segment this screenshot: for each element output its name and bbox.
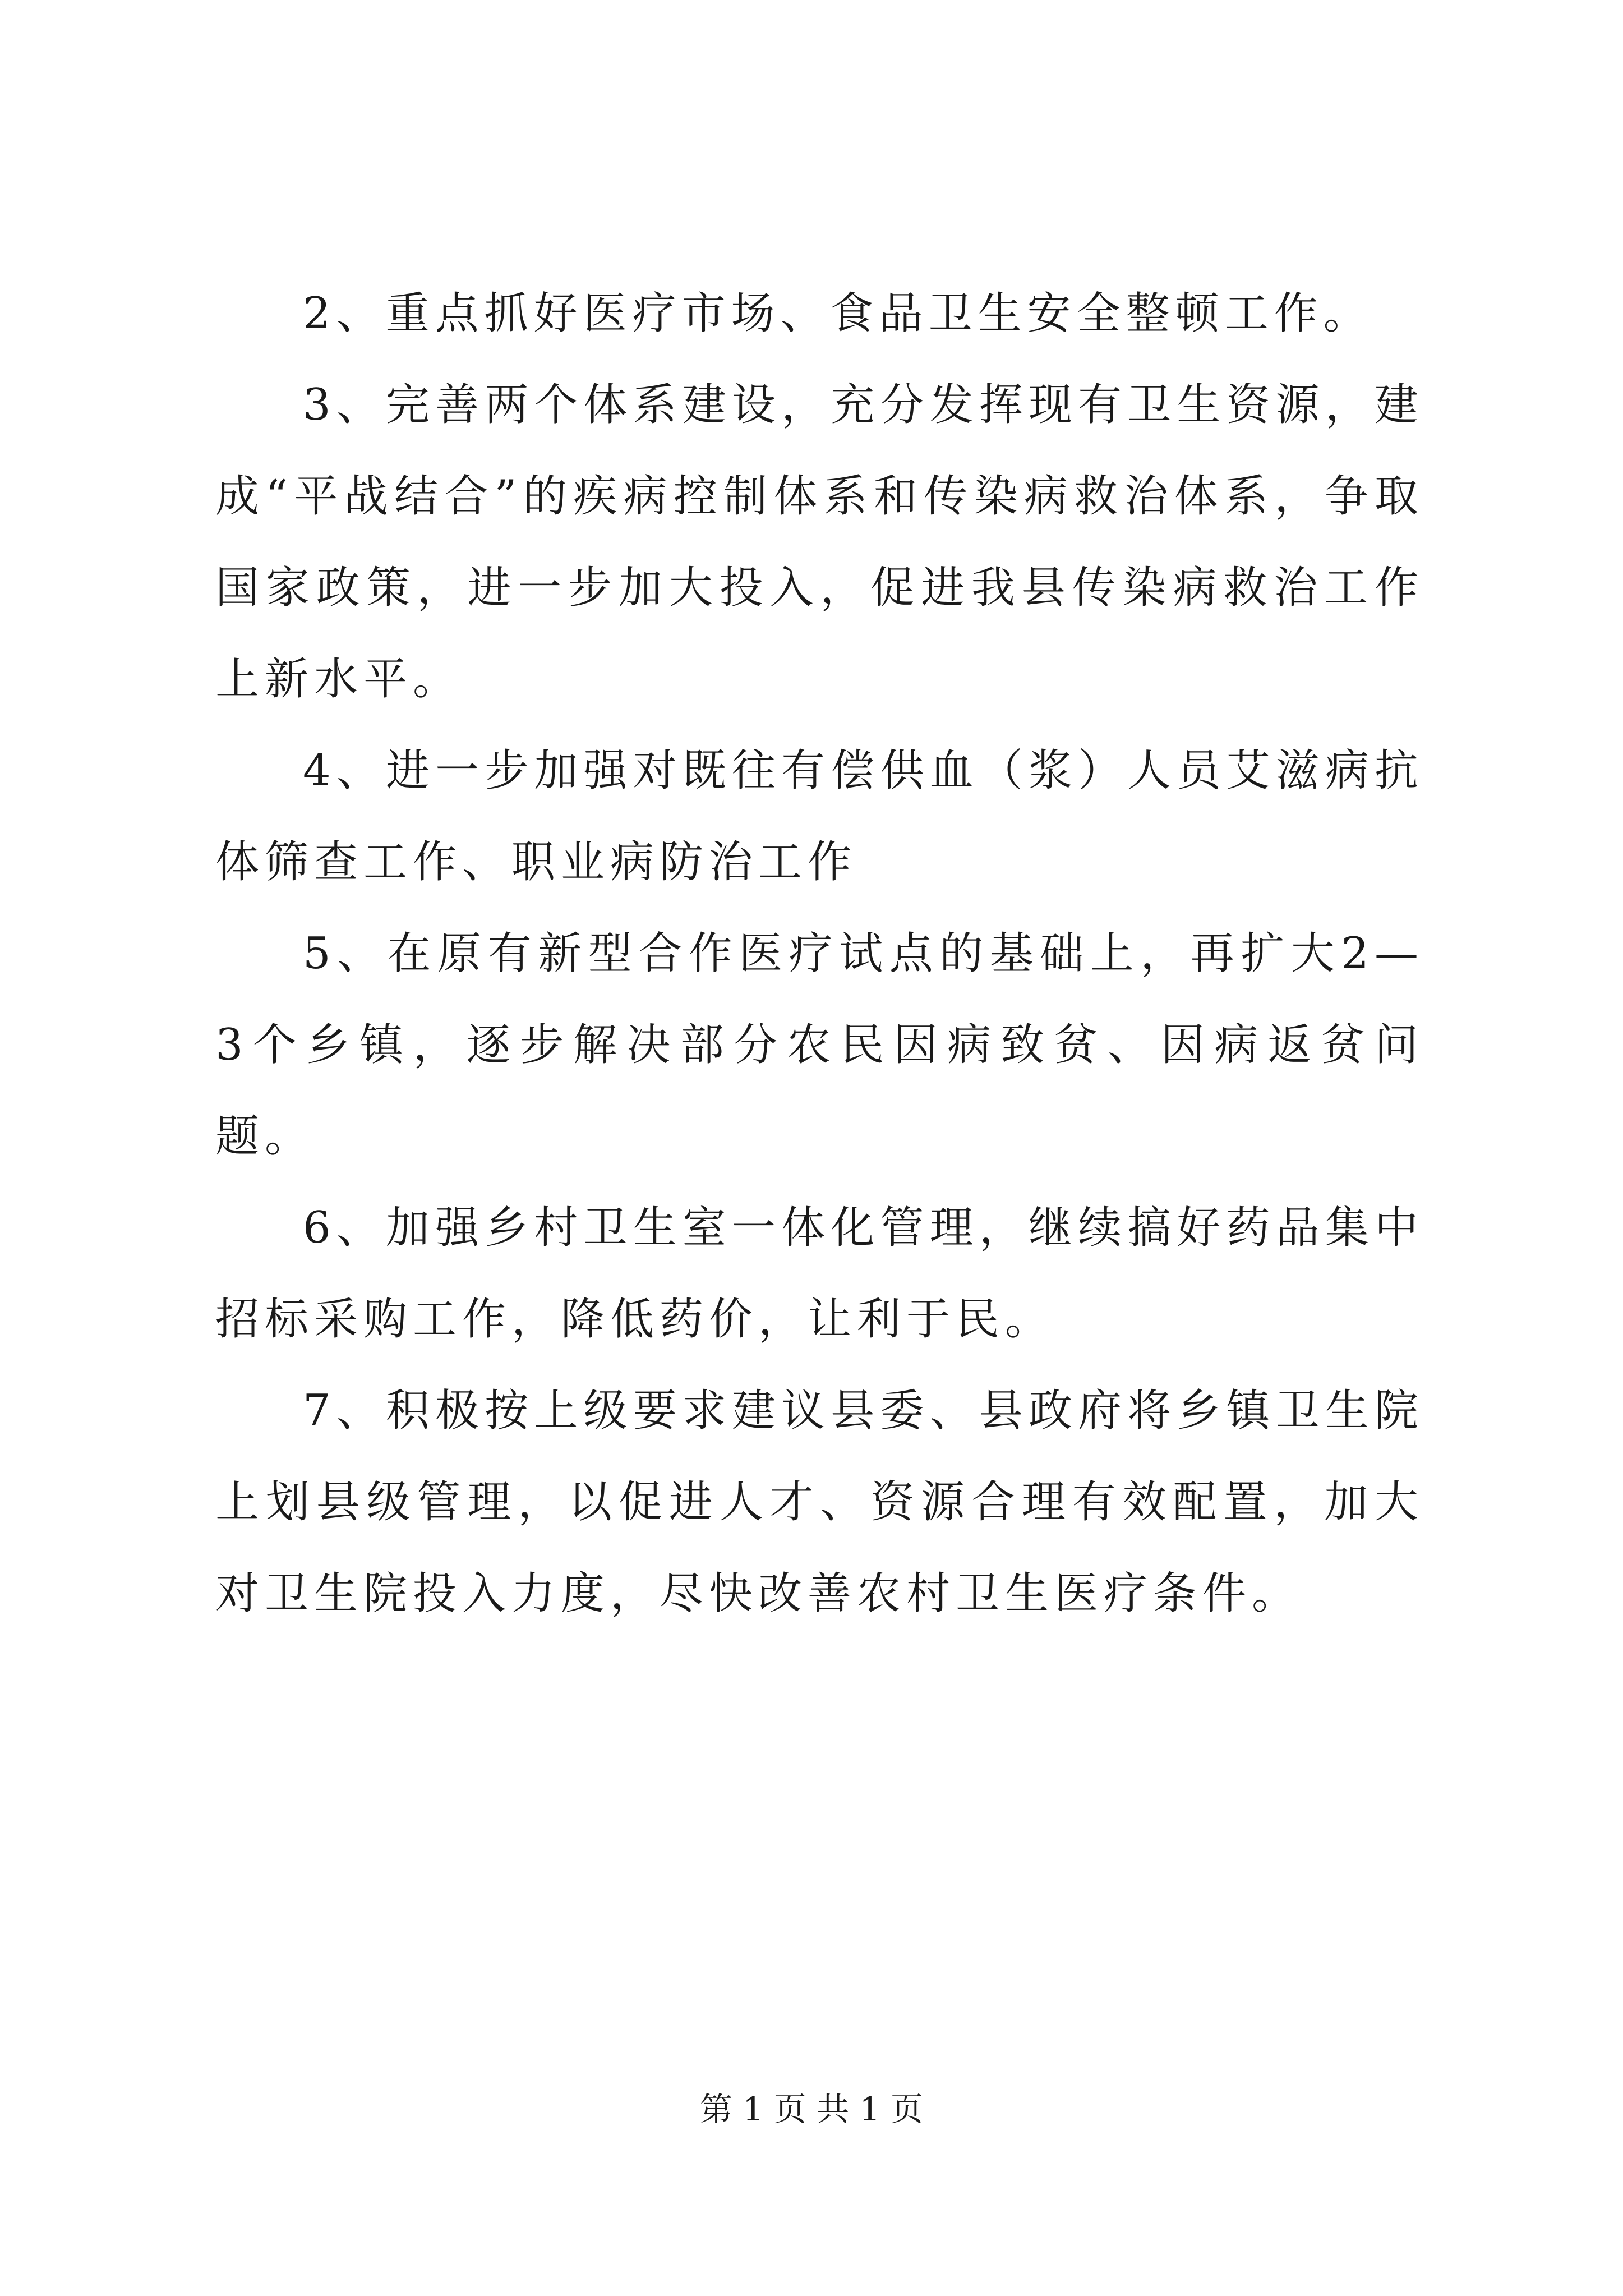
- document-body: [215, 268, 1424, 1640]
- paragraph-item-3: 3、完善两个体系建设，充分发挥现有卫生资源，建成“平战结合”的疾病控制体系和传染病救治体系，争取国家政策，进一步加大投入，促进我县传染病救治工作上新水平。: [215, 380, 1424, 705]
- paragraph-item-2: 2、重点抓好医疗市场、食品卫生安全整顿工作。: [303, 288, 1373, 339]
- page-footer: 第 1 页 共 1 页: [700, 2090, 923, 2128]
- paragraph-item-6: 6、加强乡村卫生室一体化管理，继续搞好药品集中招标采购工作，降低药价，让利于民。: [215, 1203, 1424, 1345]
- paragraph-item-5: 5、在原有新型合作医疗试点的基础上，再扩大2—3个乡镇，逐步解决部分农民因病致贫、因病返贫问题。: [215, 928, 1424, 1162]
- paragraph-item-7: 7、积极按上级要求建议县委、县政府将乡镇卫生院上划县级管理，以促进人才、资源合理有效配置，加大对卫生院投入力度，尽快改善农村卫生医疗条件。: [215, 1386, 1424, 1619]
- paragraph-item-4: 4、进一步加强对既往有偿供血（浆）人员艾滋病抗体筛查工作、职业病防治工作: [215, 746, 1424, 887]
